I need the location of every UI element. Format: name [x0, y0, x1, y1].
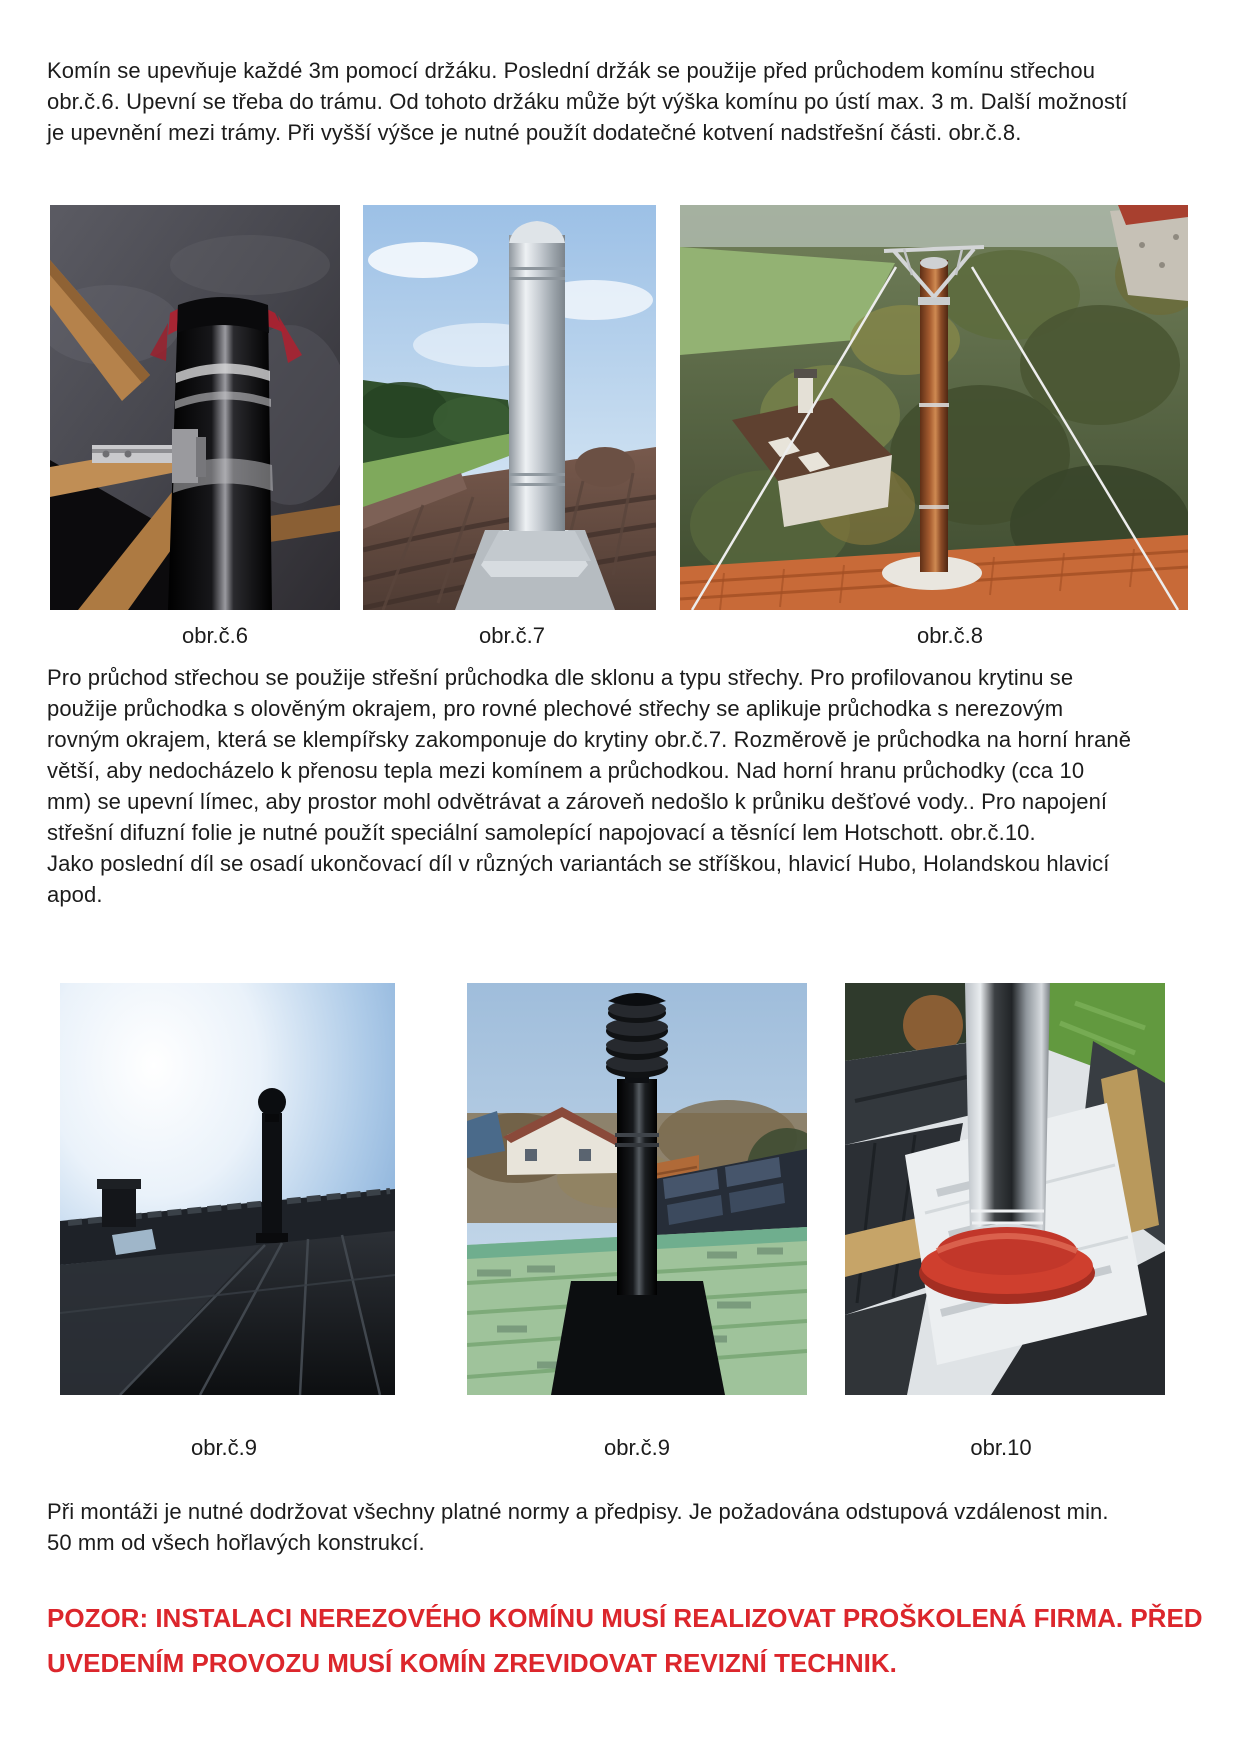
louvered-cap	[606, 993, 668, 1083]
pipe-base-flange	[256, 1233, 288, 1243]
figure-obr-c-8	[680, 205, 1188, 610]
caption-obr-c-9-middle: obr.č.9	[603, 1435, 671, 1460]
paragraph-norms	[47, 1496, 1132, 1558]
house-chimney	[798, 375, 813, 413]
copper-chimney-pipe	[920, 260, 948, 572]
bracket-clamp	[172, 429, 198, 483]
figure-row-2	[0, 983, 1240, 1395]
caption-obr-10: obr.10	[970, 1435, 1032, 1460]
ridge-chimney-box	[102, 1185, 136, 1227]
photo-guy-wire-anchoring	[680, 205, 1188, 610]
cloud	[368, 242, 478, 278]
photo-louvered-cap-chimney	[467, 983, 807, 1395]
paragraph-roof-penetration-text: Pro průchod střechou se použije střešní průchodka dle sklonu a typu střechy. Pro profilovanou krytinu se použije průchodka s olověným okrajem, pro rovné plechové střechy se aplikuje průchodka s nerezovým rovným okrajem, která se klempířsky zakomponuje do krytiny obr.č.7. Rozměrově je průchodka na horní hraně větší, aby nedocházelo k přenosu tepla mezi komínem a průchodkou. Nad horní hranu průchodky (cca 10 mm) se upevní límec, aby prostor mohl odvětrávat a zároveň nedošlo k průniku dešťové vody.. Pro napojení střešní difuzní folie je nutné použít speciální samolepící napojovací a těsnící lem Hotschott. obr.č.10.	[47, 665, 1132, 845]
caption-obr-c-9-left: obr.č.9	[190, 1435, 258, 1460]
figure-obr-10	[845, 983, 1165, 1395]
paragraph-mounting	[47, 55, 1132, 148]
stainless-pipe	[509, 235, 565, 543]
paragraph-termination-text: Jako poslední díl se osadí ukončovací díl v různých variantách se stříškou, hlavicí Hubo, Holandskou hlavicí apod.	[47, 851, 1110, 907]
figure-obr-c-7	[363, 205, 656, 610]
caption-row-1	[0, 620, 1240, 651]
storm-collar	[483, 531, 591, 561]
black-base-plate	[551, 1281, 725, 1395]
photo-black-roof-chimney	[60, 983, 395, 1395]
ball-cap	[258, 1088, 286, 1116]
caption-row-2	[0, 1432, 1240, 1463]
figure-obr-c-9-left	[60, 983, 395, 1395]
figure-row-1	[0, 205, 1240, 610]
black-pipe	[617, 1079, 657, 1295]
photo-attic-bracket	[50, 205, 340, 610]
caption-obr-c-8: obr.č.8	[916, 623, 984, 648]
figure-obr-c-9-middle	[467, 983, 807, 1395]
caption-obr-c-6: obr.č.6	[181, 623, 249, 648]
photo-roof-penetration	[363, 205, 656, 610]
stainless-pipe	[965, 983, 1050, 1235]
paragraph-roof-penetration	[47, 662, 1132, 910]
photo-red-collar-seal	[845, 983, 1165, 1395]
caption-obr-c-7: obr.č.7	[478, 623, 546, 648]
wire-collar	[918, 297, 950, 305]
figure-obr-c-6	[50, 205, 340, 610]
paragraph-mounting-text: Komín se upevňuje každé 3m pomocí držáku. Poslední držák se použije před průchodem komínu střechou obr.č.6. Upevní se třeba do trámu. Od tohoto držáku může být výška komínu po ústí max. 3 m. Další možností je upevnění mezi trámy. Při vyšší výšce je nutné použít dodatečné kotvení nadstřešní části. obr.č.8.	[47, 58, 1128, 145]
paragraph-norms-text: Při montáži je nutné dodržovat všechny platné normy a předpisy. Je požadována odstupová vzdálenost min. 50 mm od všech hořlavých konstrukcí.	[47, 1499, 1109, 1555]
black-pipe	[262, 1113, 282, 1241]
warning-notice: POZOR: INSTALACI NEREZOVÉHO KOMÍNU MUSÍ REALIZOVAT PROŠKOLENÁ FIRMA. PŘED UVEDENÍM PROVOZU MUSÍ KOMÍN ZREVIDOVAT REVIZNÍ TECHNIK.	[47, 1603, 1203, 1678]
